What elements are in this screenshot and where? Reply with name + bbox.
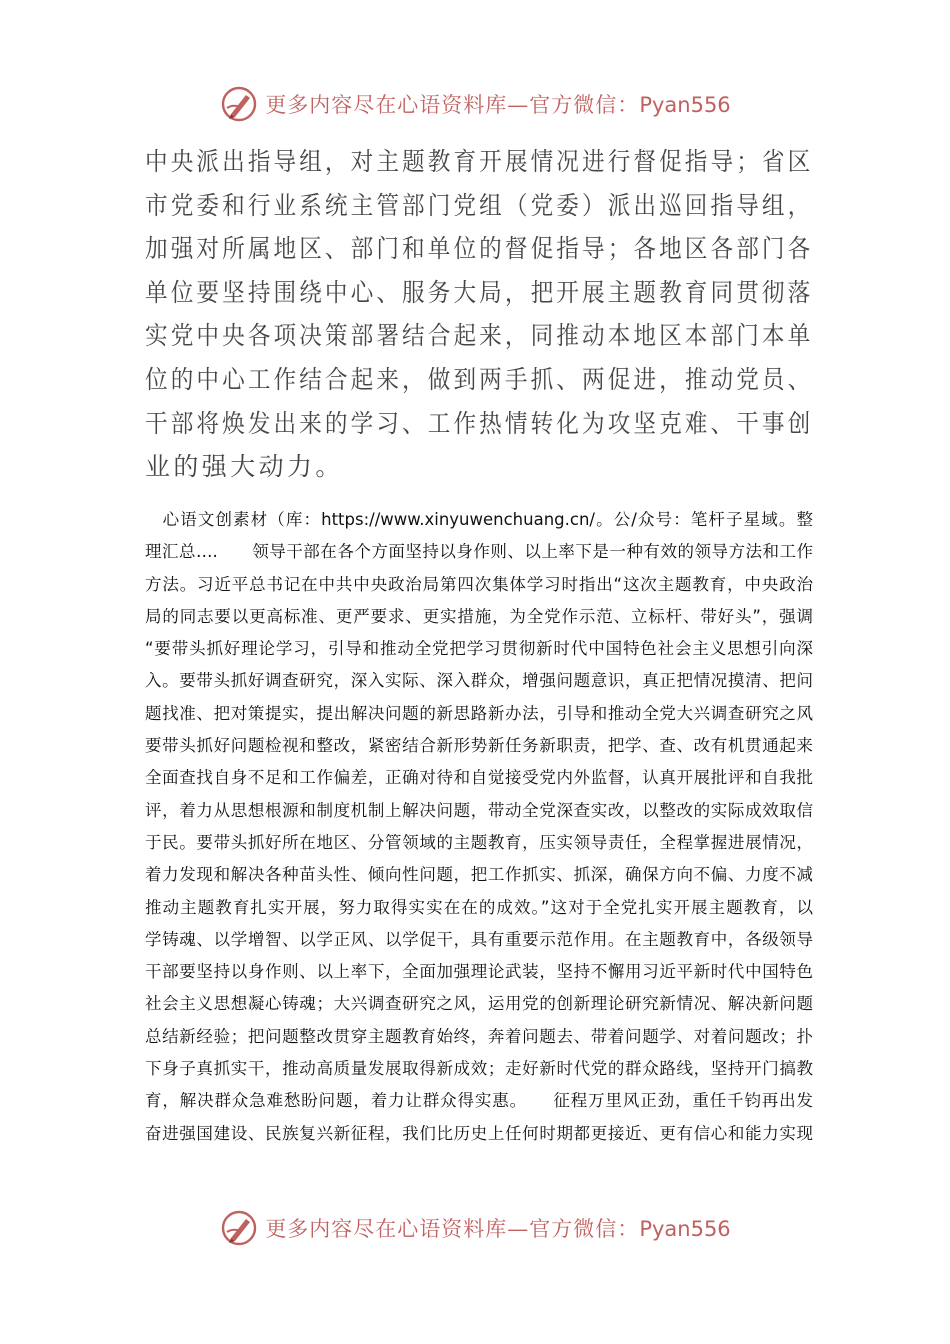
pen-logo-icon: [219, 1208, 259, 1248]
pen-logo-icon: [219, 84, 259, 124]
large-paragraph-line: 市党委和行业系统主管部门党组（党委）派出巡回指导组，: [145, 190, 814, 220]
body-line: 方法。习近平总书记在中共中央政治局第四次集体学习时指出“这次主题教育，中央政治: [145, 574, 813, 594]
footer-banner: [0, 1206, 950, 1250]
body-line: 总结新经验；把问题整改贯穿主题教育始终，奔着问题去、带着问题学、对着问题改；扑: [145, 1026, 813, 1046]
body-line: 要带头抓好问题检视和整改，紧密结合新形势新任务新职责，把学、查、改有机贯通起来: [145, 736, 813, 756]
body-line: 题找准、把对策提实，提出解决问题的新思路新办法，引导和推动全党大兴调查研究之风: [145, 703, 813, 723]
body-line: 社会主义思想凝心铸魂；大兴调查研究之风，运用党的创新理论研究新情况、解决新问题: [145, 994, 813, 1014]
body-line: 评，着力从思想根源和制度机制上解决问题，带动全党深查实改，以整改的实际成效取信: [145, 800, 813, 820]
large-paragraph: [145, 140, 813, 489]
body-line: 理汇总…. 领导干部在各个方面坚持以身作则、以上率下是一种有效的领导方法和工作: [145, 542, 813, 562]
banner-text: [265, 89, 730, 119]
large-paragraph-line: 业的强大动力。: [145, 452, 344, 482]
body-line: 奋进强国建设、民族复兴新征程，我们比历史上任何时期都更接近、更有信心和能力实现: [145, 1123, 813, 1143]
large-paragraph-line: 中央派出指导组，对主题教育开展情况进行督促指导；省区: [145, 147, 814, 176]
body-line: 心语文创素材（库：https://www.xinyuwenchuang.cn/。公/众号：笔杆子星域。整: [145, 510, 813, 529]
large-paragraph-line: 干部将焕发出来的学习、工作热情转化为攻坚克难、干事创: [145, 408, 814, 438]
body-line: “要带头抓好理论学习，引导和推动全党把学习贯彻新时代中国特色社会主义思想引向深: [145, 639, 813, 659]
body-line: 育，解决群众急难愁盼问题，着力让群众得实惠。 征程万里风正劲，重任千钧再出发: [145, 1091, 813, 1111]
large-paragraph-line: 加强对所属地区、部门和单位的督促指导；各地区各部门各: [145, 234, 814, 264]
body-line: 入。要带头抓好调查研究，深入实际、深入群众，增强问题意识，真正把情况摸清、把问: [145, 671, 813, 691]
banner-slogan: 更多内容尽在心语资料库—官方微信：: [265, 93, 640, 117]
wechat-id: Pyan556: [639, 93, 731, 117]
body-line: 干部要坚持以身作则、以上率下，全面加强理论武装，坚持不懈用习近平新时代中国特色: [145, 962, 813, 982]
wechat-id: Pyan556: [639, 1217, 731, 1241]
body-line: 推动主题教育扎实开展，努力取得实实在在的成效。”这对于全党扎实开展主题教育，以: [145, 897, 813, 917]
body-line: 于民。要带头抓好所在地区、分管领域的主题教育，压实领导责任，全程掌握进展情况，: [145, 832, 813, 852]
body-line: 着力发现和解决各种苗头性、倾向性问题，把工作抓实、抓深，确保方向不偏、力度不减: [145, 865, 813, 885]
body-line: 下身子真抓实干，推动高质量发展取得新成效；走好新时代党的群众路线，坚持开门搞教: [145, 1059, 813, 1079]
large-paragraph-line: 位的中心工作结合起来，做到两手抓、两促进，推动党员、: [145, 364, 814, 394]
header-banner: [0, 82, 950, 126]
banner-text: [265, 1213, 730, 1243]
body-paragraph: [145, 504, 813, 1150]
large-paragraph-line: 实党中央各项决策部署结合起来，同推动本地区本部门本单: [145, 321, 814, 351]
body-line: 学铸魂、以学增智、以学正风、以学促干，具有重要示范作用。在主题教育中，各级领导: [145, 929, 813, 949]
banner-slogan: 更多内容尽在心语资料库—官方微信：: [265, 1217, 640, 1241]
large-paragraph-line: 单位要坚持围绕中心、服务大局，把开展主题教育同贯彻落: [145, 277, 814, 307]
body-line: 全面查找自身不足和工作偏差，正确对待和自觉接受党内外监督，认真开展批评和自我批: [145, 768, 813, 788]
body-line: 局的同志要以更高标准、更严要求、更实措施，为全党作示范、立标杆、带好头”，强调: [145, 606, 813, 626]
